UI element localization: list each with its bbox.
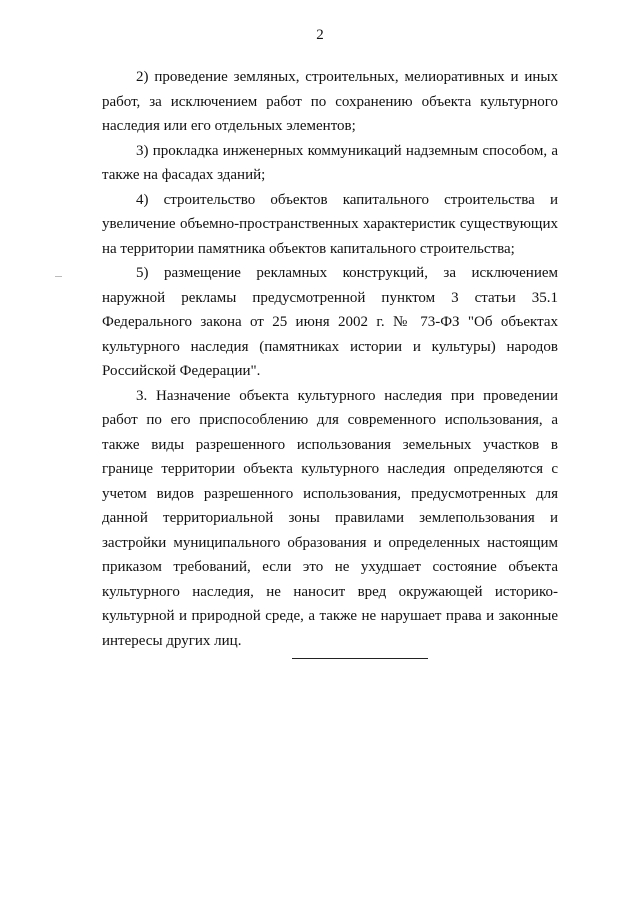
scan-mark	[55, 276, 62, 277]
page-number: 2	[316, 27, 324, 43]
paragraph-item-3: 3) прокладка инженерных коммуникаций надземным способом, а также на фасадах зданий;	[102, 142, 558, 183]
paragraph-item-5: 5) размещение рекламных конструкций, за исключением наружной рекламы предусмотренной пунктом 3 статьи 35.1 Федерального закона от 25 июня 2002 г. № 73-ФЗ "Об объектах культурного наследия (памятниках истории и культуры) народов Российской Федерации".	[102, 265, 558, 379]
paragraph-section-3: 3. Назначение объекта культурного наследия при проведении работ по его приспособлению для современного использования, а также виды разрешенного использования земельных участков в границе территории объекта культурного наследия определяются с учетом видов разрешенного использования, предусмотренных для данной территориальной зоны правилами землепользования и застройки муниципального образования и определенных настоящим приказом требований, если это не ухудшает состояние объекта культурного наследия, не наносит вред окружающей историко-культурной и природной среде, а также не нарушает права и законные интересы других лиц.	[102, 387, 558, 649]
paragraph-item-2: 2) проведение земляных, строительных, мелиоративных и иных работ, за исключением работ по сохранению объекта культурного наследия или его отдельных элементов;	[102, 69, 558, 134]
document-body	[102, 65, 558, 653]
end-divider-line	[292, 658, 428, 659]
paragraph-item-4: 4) строительство объектов капитального строительства и увеличение объемно-пространственных характеристик существующих на территории памятника объектов капитального строительства;	[102, 191, 558, 257]
